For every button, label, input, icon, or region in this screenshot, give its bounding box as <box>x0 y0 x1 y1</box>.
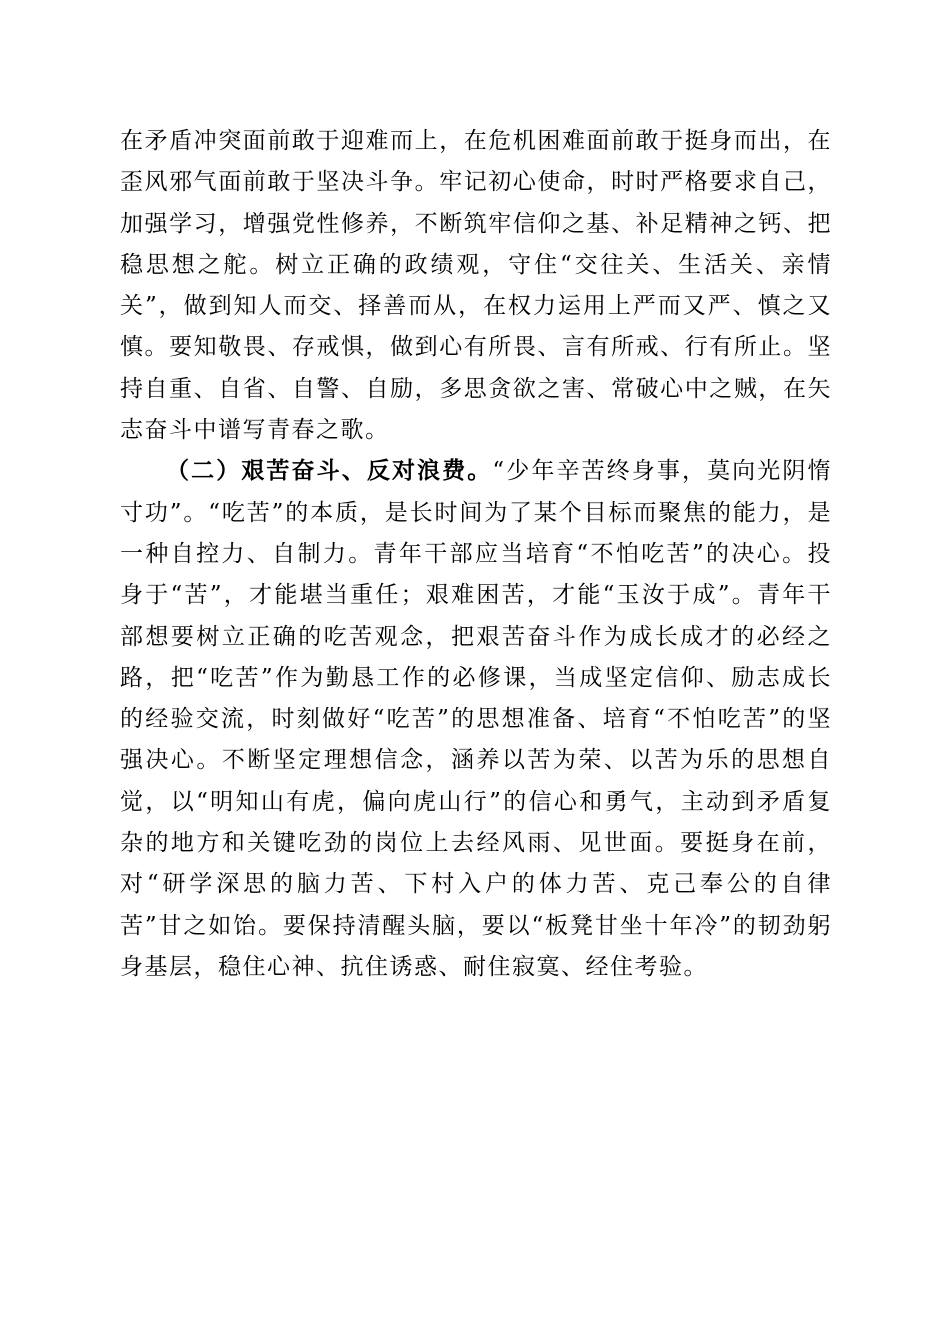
body-paragraph-section-2 <box>120 451 832 988</box>
section-heading: （二）艰苦奋斗、反对浪费。 <box>166 458 493 485</box>
section-body-text: “少年辛苦终身事，莫向光阴惰寸功”。“吃苦”的本质，是长时间为了某个目标而聚焦的能力，是一种自控力、自制力。青年干部应当培育“不怕吃苦”的决心。投身于“苦”，才能堪当重任；艰难困苦，才能“玉汝于成”。青年干部想要树立正确的吃苦观念，把艰苦奋斗作为成长成才的必经之路，把“吃苦”作为勤恳工作的必修课，当成坚定信仰、励志成长的经验交流，时刻做好“吃苦”的思想准备、培育“不怕吃苦”的坚强决心。不断坚定理想信念，涵养以苦为荣、以苦为乐的思想自觉，以“明知山有虎，偏向虎山行”的信心和勇气，主动到矛盾复杂的地方和关键吃劲的岗位上去经风雨、见世面。要挺身在前，对“研学深思的脑力苦、下村入户的体力苦、克己奉公的自律苦”甘之如饴。要保持清醒头脑，要以“板凳甘坐十年冷”的韧劲躬身基层，稳住心神、抗住诱惑、耐住寂寞、经住考验。 <box>120 458 833 980</box>
body-paragraph-continuation: 在矛盾冲突面前敢于迎难而上，在危机困难面前敢于挺身而出，在歪风邪气面前敢于坚决斗争。牢记初心使命，时时严格要求自己，加强学习，增强党性修养，不断筑牢信仰之基、补足精神之钙、把稳思想之舵。树立正确的政绩观，守住“交往关、生活关、亲情关”，做到知人而交、择善而从，在权力运用上严而又严、慎之又慎。要知敬畏、存戒惧，做到心有所畏、言有所戒、行有所止。坚持自重、自省、自警、自励，多思贪欲之害、常破心中之贼，在矢志奋斗中谱写青春之歌。 <box>120 128 832 444</box>
document-page <box>120 121 832 988</box>
